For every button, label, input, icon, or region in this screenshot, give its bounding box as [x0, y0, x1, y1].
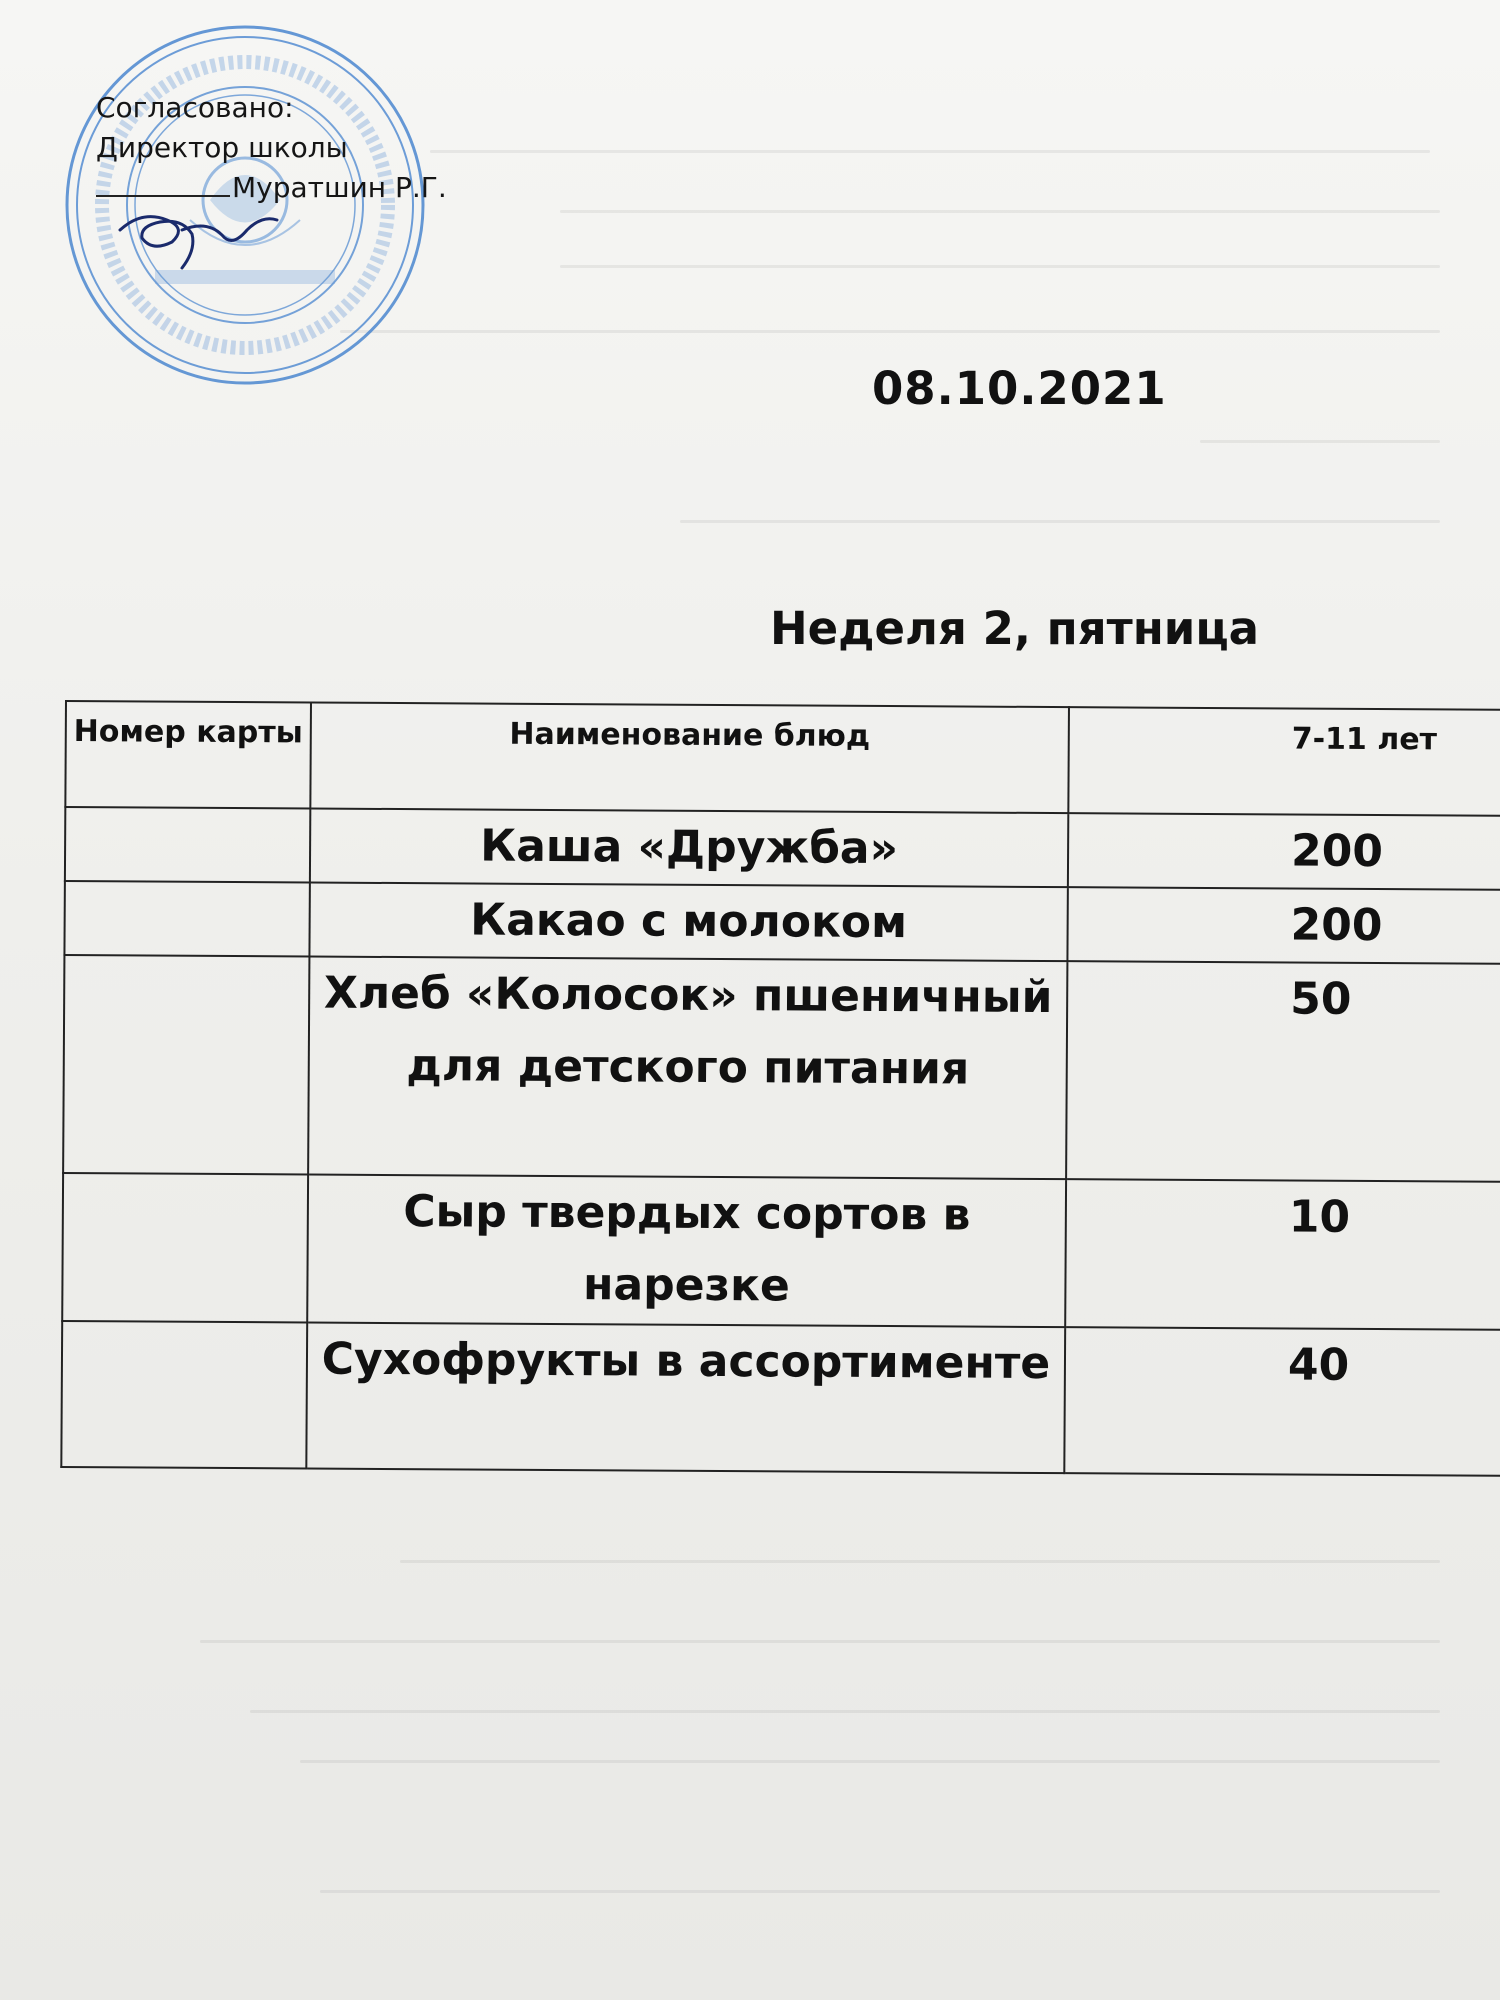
table-header-row [65, 701, 1500, 816]
header-age-group: 7-11 лет [1068, 707, 1500, 816]
portion-cell: 50 [1066, 961, 1500, 1182]
bleed-line [560, 265, 1440, 268]
card-number-cell [62, 1173, 308, 1322]
approval-title: Согласовано: [96, 91, 294, 124]
bleed-line [320, 1890, 1440, 1893]
card-number-cell [65, 807, 310, 882]
table-row [61, 1321, 1500, 1476]
table-row [62, 1173, 1500, 1330]
menu-date: 08.10.2021 [872, 362, 1167, 415]
week-day-title: Неделя 2, пятница [770, 602, 1260, 655]
portion-cell: 200 [1067, 887, 1500, 964]
table-row [64, 881, 1500, 964]
portion-cell: 10 [1065, 1179, 1500, 1330]
bleed-line [1200, 440, 1440, 443]
dish-name-cell: Хлеб «Колосок» пшеничный для детского питания [308, 956, 1067, 1179]
menu-table [60, 700, 1500, 1477]
bleed-line [300, 1760, 1440, 1763]
director-name: Муратшин Р.Г. [232, 171, 447, 204]
bleed-line [250, 1710, 1440, 1713]
dish-name-cell: Сыр твердых сортов в нарезке [307, 1174, 1066, 1327]
bleed-line [400, 1560, 1440, 1563]
card-number-cell [64, 881, 309, 956]
header-dish-name: Наименование блюд [310, 703, 1069, 814]
card-number-cell [63, 955, 309, 1174]
dish-name-cell: Сухофрукты в ассортименте [306, 1322, 1065, 1473]
bleed-line [680, 520, 1440, 523]
dish-name-cell: Каша «Дружба» [310, 809, 1068, 888]
header-card-number: Номер карты [65, 701, 311, 808]
dish-name-cell: Какао с молоком [309, 882, 1067, 961]
card-number-cell [61, 1321, 307, 1468]
director-title: Директор школы [96, 131, 348, 164]
bleed-line [200, 1640, 1440, 1643]
table-row [63, 955, 1500, 1182]
bleed-line [340, 330, 1440, 333]
portion-cell: 200 [1068, 813, 1500, 890]
bleed-line [560, 210, 1440, 213]
table-row [65, 807, 1500, 890]
handwritten-signature [112, 190, 282, 290]
portion-cell: 40 [1064, 1327, 1500, 1476]
bleed-line [430, 150, 1430, 153]
